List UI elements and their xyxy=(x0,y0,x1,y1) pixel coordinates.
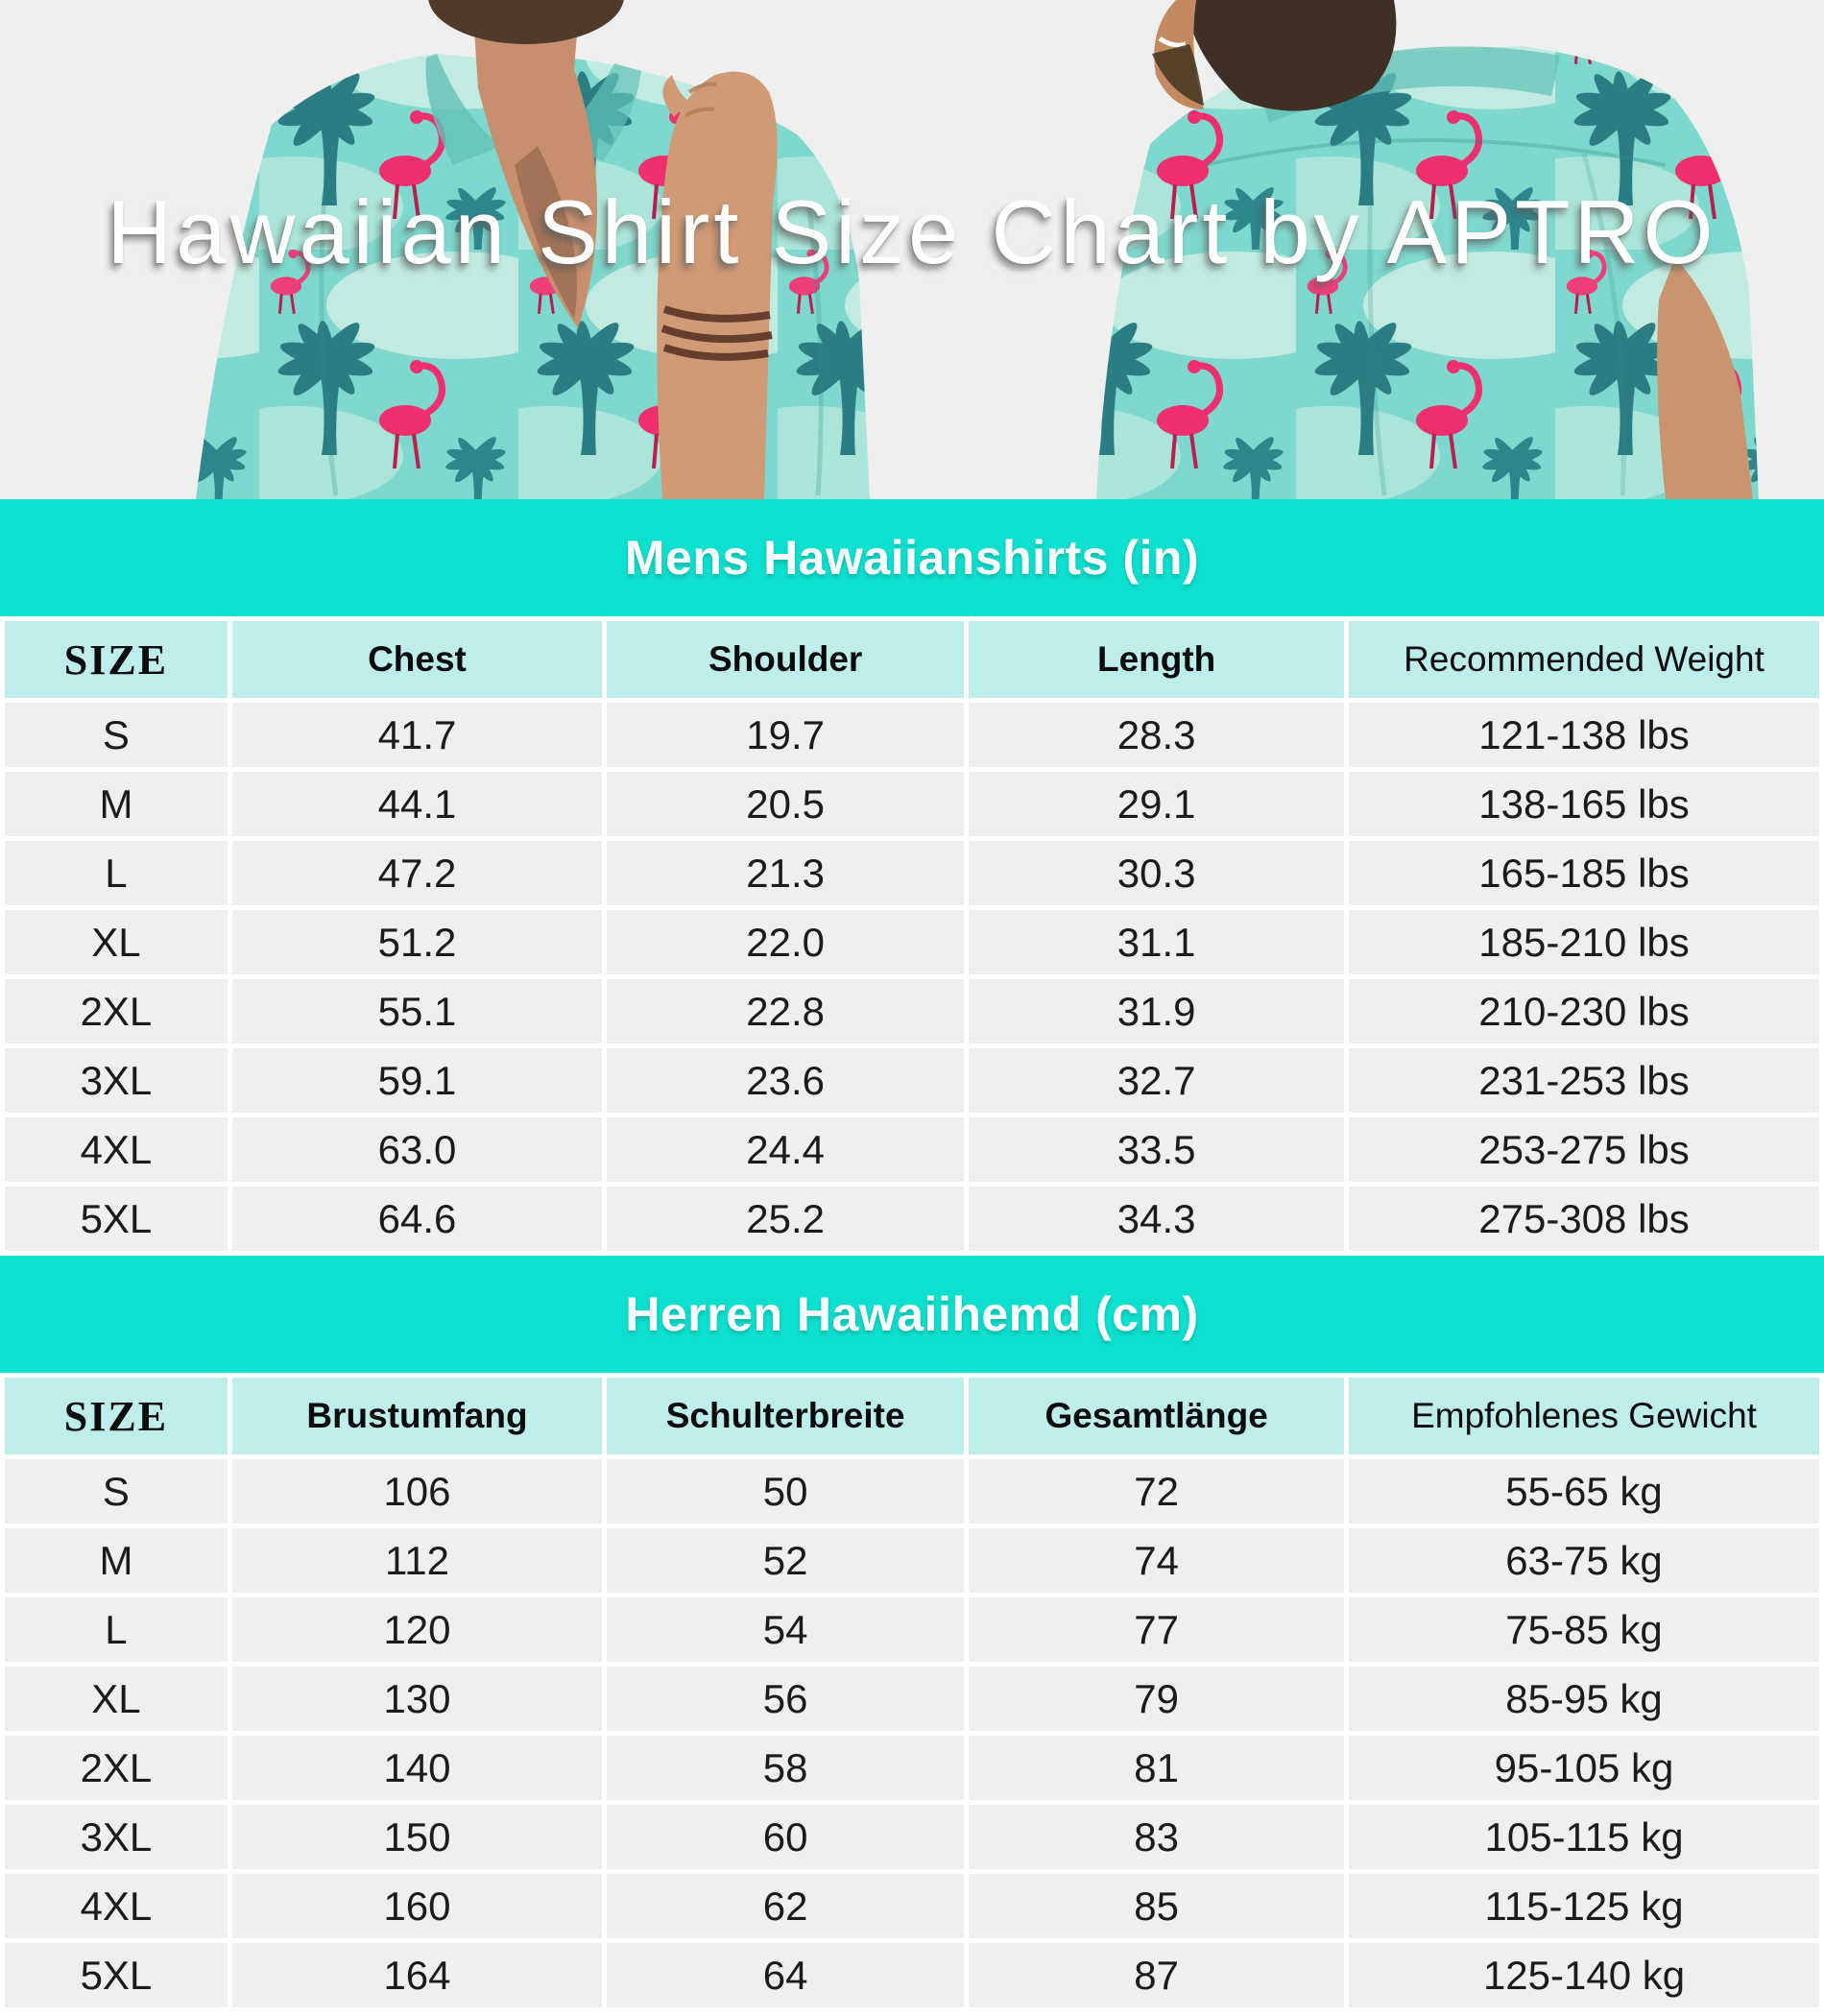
value-cell: 23.6 xyxy=(607,1048,964,1113)
column-header-recommended-weight: Recommended Weight xyxy=(1349,621,1819,698)
mens-table-title-band xyxy=(0,499,1824,616)
hero-banner xyxy=(0,0,1824,499)
value-cell: 50 xyxy=(607,1459,964,1524)
value-cell: 105-115 kg xyxy=(1349,1805,1819,1869)
value-cell: 120 xyxy=(232,1597,602,1662)
value-cell: 95-105 kg xyxy=(1349,1736,1819,1800)
value-cell: 64 xyxy=(607,1943,964,2007)
value-cell: 125-140 kg xyxy=(1349,1943,1819,2007)
size-cell: 2XL xyxy=(5,979,228,1044)
value-cell: 210-230 lbs xyxy=(1349,979,1819,1044)
mens-table-body xyxy=(5,703,1819,1251)
column-header-shoulder: Shoulder xyxy=(607,621,964,698)
value-cell: 81 xyxy=(969,1736,1344,1800)
size-cell: 5XL xyxy=(5,1943,228,2007)
value-cell: 54 xyxy=(607,1597,964,1662)
table-header-row xyxy=(5,1378,1819,1454)
size-cell: XL xyxy=(5,1667,228,1731)
value-cell: 55.1 xyxy=(232,979,602,1044)
size-cell: S xyxy=(5,1459,228,1524)
size-cell: 5XL xyxy=(5,1187,228,1251)
herren-size-table xyxy=(0,1373,1824,2012)
page-title: Hawaiian Shirt Size Chart by APTRO xyxy=(107,181,1717,282)
table-row xyxy=(5,1874,1819,1938)
value-cell: 21.3 xyxy=(607,841,964,905)
value-cell: 165-185 lbs xyxy=(1349,841,1819,905)
value-cell: 115-125 kg xyxy=(1349,1874,1819,1938)
value-cell: 22.0 xyxy=(607,910,964,974)
value-cell: 56 xyxy=(607,1667,964,1731)
size-cell: 4XL xyxy=(5,1117,228,1182)
value-cell: 85 xyxy=(969,1874,1344,1938)
value-cell: 30.3 xyxy=(969,841,1344,905)
herren-table-title-band xyxy=(0,1256,1824,1373)
value-cell: 25.2 xyxy=(607,1187,964,1251)
value-cell: 164 xyxy=(232,1943,602,2007)
value-cell: 22.8 xyxy=(607,979,964,1044)
column-header-schulterbreite: Schulterbreite xyxy=(607,1378,964,1454)
size-cell: 2XL xyxy=(5,1736,228,1800)
table-row xyxy=(5,1117,1819,1182)
herren-size-table-section xyxy=(0,1256,1824,2012)
value-cell: 20.5 xyxy=(607,772,964,836)
value-cell: 58 xyxy=(607,1736,964,1800)
column-header-size: SIZE xyxy=(5,621,228,698)
value-cell: 41.7 xyxy=(232,703,602,767)
value-cell: 63-75 kg xyxy=(1349,1528,1819,1593)
mens-table-title: Mens Hawaiianshirts (in) xyxy=(624,531,1200,585)
column-header-size: SIZE xyxy=(5,1378,228,1454)
size-cell: M xyxy=(5,772,228,836)
value-cell: 60 xyxy=(607,1805,964,1869)
value-cell: 138-165 lbs xyxy=(1349,772,1819,836)
size-cell: M xyxy=(5,1528,228,1593)
value-cell: 253-275 lbs xyxy=(1349,1117,1819,1182)
column-header-brustumfang: Brustumfang xyxy=(232,1378,602,1454)
value-cell: 112 xyxy=(232,1528,602,1593)
value-cell: 150 xyxy=(232,1805,602,1869)
table-row xyxy=(5,910,1819,974)
value-cell: 87 xyxy=(969,1943,1344,2007)
table-header-row xyxy=(5,621,1819,698)
column-header-chest: Chest xyxy=(232,621,602,698)
table-row xyxy=(5,1597,1819,1662)
value-cell: 44.1 xyxy=(232,772,602,836)
value-cell: 83 xyxy=(969,1805,1344,1869)
value-cell: 106 xyxy=(232,1459,602,1524)
value-cell: 72 xyxy=(969,1459,1344,1524)
value-cell: 75-85 kg xyxy=(1349,1597,1819,1662)
table-row xyxy=(5,772,1819,836)
size-cell: 3XL xyxy=(5,1805,228,1869)
size-cell: S xyxy=(5,703,228,767)
value-cell: 85-95 kg xyxy=(1349,1667,1819,1731)
value-cell: 31.9 xyxy=(969,979,1344,1044)
size-cell: XL xyxy=(5,910,228,974)
value-cell: 64.6 xyxy=(232,1187,602,1251)
value-cell: 32.7 xyxy=(969,1048,1344,1113)
value-cell: 185-210 lbs xyxy=(1349,910,1819,974)
herren-table-body xyxy=(5,1459,1819,2007)
table-row xyxy=(5,1459,1819,1524)
herren-table-title: Herren Hawaiihemd (cm) xyxy=(625,1287,1199,1341)
value-cell: 33.5 xyxy=(969,1117,1344,1182)
column-header-empfohlenes-gewicht: Empfohlenes Gewicht xyxy=(1349,1378,1819,1454)
table-row xyxy=(5,703,1819,767)
value-cell: 77 xyxy=(969,1597,1344,1662)
value-cell: 63.0 xyxy=(232,1117,602,1182)
value-cell: 275-308 lbs xyxy=(1349,1187,1819,1251)
value-cell: 47.2 xyxy=(232,841,602,905)
size-cell: 3XL xyxy=(5,1048,228,1113)
value-cell: 24.4 xyxy=(607,1117,964,1182)
size-cell: 4XL xyxy=(5,1874,228,1938)
value-cell: 52 xyxy=(607,1528,964,1593)
value-cell: 28.3 xyxy=(969,703,1344,767)
value-cell: 29.1 xyxy=(969,772,1344,836)
size-cell: L xyxy=(5,1597,228,1662)
value-cell: 31.1 xyxy=(969,910,1344,974)
table-row xyxy=(5,1528,1819,1593)
column-header-length: Length xyxy=(969,621,1344,698)
value-cell: 79 xyxy=(969,1667,1344,1731)
value-cell: 74 xyxy=(969,1528,1344,1593)
value-cell: 19.7 xyxy=(607,703,964,767)
value-cell: 121-138 lbs xyxy=(1349,703,1819,767)
table-row xyxy=(5,1187,1819,1251)
table-row xyxy=(5,841,1819,905)
table-row xyxy=(5,1943,1819,2007)
value-cell: 231-253 lbs xyxy=(1349,1048,1819,1113)
mens-size-table-section xyxy=(0,499,1824,1256)
table-row xyxy=(5,1667,1819,1731)
value-cell: 62 xyxy=(607,1874,964,1938)
table-row xyxy=(5,1048,1819,1113)
table-row xyxy=(5,979,1819,1044)
value-cell: 51.2 xyxy=(232,910,602,974)
value-cell: 130 xyxy=(232,1667,602,1731)
table-row xyxy=(5,1805,1819,1869)
size-cell: L xyxy=(5,841,228,905)
value-cell: 160 xyxy=(232,1874,602,1938)
table-row xyxy=(5,1736,1819,1800)
mens-size-table xyxy=(0,616,1824,1256)
value-cell: 55-65 kg xyxy=(1349,1459,1819,1524)
value-cell: 140 xyxy=(232,1736,602,1800)
value-cell: 34.3 xyxy=(969,1187,1344,1251)
value-cell: 59.1 xyxy=(232,1048,602,1113)
column-header-gesamtlaenge: Gesamtlänge xyxy=(969,1378,1344,1454)
